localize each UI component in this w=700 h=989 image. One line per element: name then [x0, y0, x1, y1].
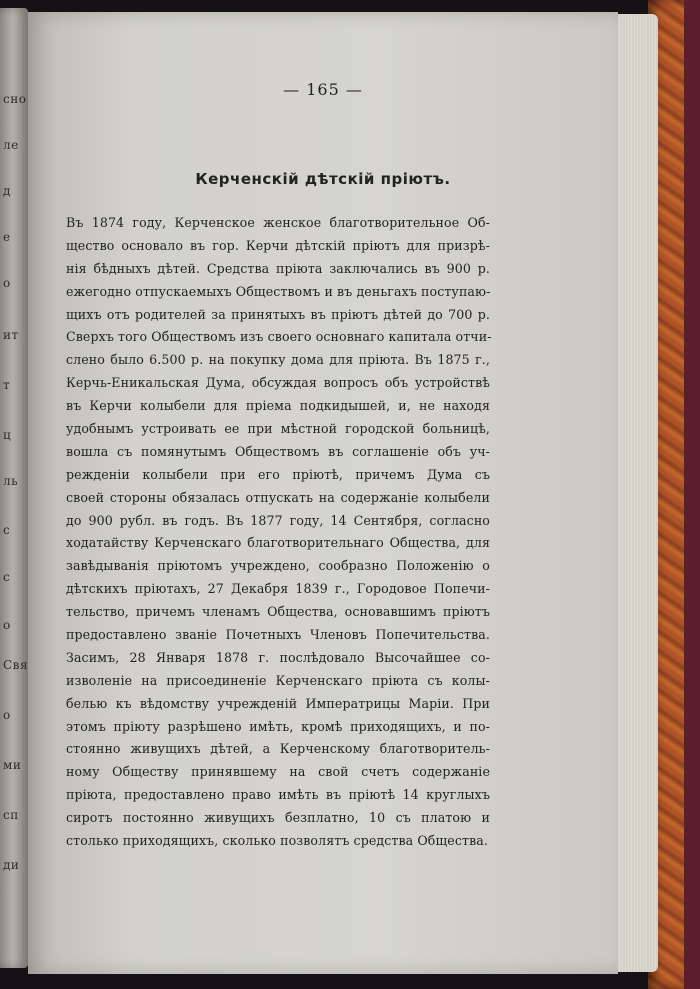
- text-line: нія бѣдныхъ дѣтей. Средства пріюта заключались въ 900 р.: [66, 260, 490, 276]
- text-line: въ Керчи колыбели для пріема подкидышей, и, не находя: [66, 398, 490, 414]
- previous-page-fragment: е: [3, 230, 11, 244]
- book-cover-edge: [684, 0, 700, 989]
- text-line: щихъ отъ родителей за принятыхъ въ пріютъ дѣтей до 700 р.: [66, 306, 490, 322]
- previous-page-fragment: о: [3, 276, 11, 290]
- previous-page-fragment: о: [3, 618, 11, 632]
- previous-page-fragment: сп: [3, 808, 19, 822]
- text-line: пріюта, предоставлено право имѣть въ пріютѣ 14 круглыхъ: [66, 787, 490, 803]
- page-edges: [612, 14, 658, 972]
- text-line: до 900 рубл. въ годъ. Въ 1877 году, 14 Сентября, согласно: [66, 512, 490, 528]
- previous-page-fragment: д: [3, 184, 11, 198]
- text-line: своей стороны обязалась отпускать на содержаніе колыбели: [66, 489, 490, 505]
- text-line: столько приходящихъ, сколько позволятъ средства Общества.: [66, 833, 488, 849]
- text-line: Керчь-Еникальская Дума, обсуждая вопросъ объ устройствѣ: [66, 375, 490, 391]
- previous-page-fragment: с: [3, 570, 11, 584]
- text-line: стоянно живущихъ дѣтей, а Керченскому благотворитель-: [66, 741, 490, 757]
- previous-page-fragment: т: [3, 378, 11, 392]
- text-line: ходатайству Керченскаго благотворительнаго Общества, для: [66, 535, 490, 551]
- previous-page-fragment: ми: [3, 758, 22, 772]
- text-line: тельство, причемъ членамъ Общества, основавшимъ пріютъ: [66, 604, 490, 620]
- text-line: удобнымъ устроивать ее при мѣстной городской больницѣ,: [66, 421, 490, 437]
- previous-page-fragment: ль: [3, 474, 19, 488]
- text-line: Въ 1874 году, Керченское женское благотворительное Об-: [66, 215, 490, 230]
- text-line: слено было 6.500 р. на покупку дома для пріюта. Въ 1875 г.,: [66, 352, 490, 368]
- text-line: изволеніе на присоединеніе Керченскаго пріюта съ колы-: [66, 672, 490, 688]
- book-page: [28, 12, 618, 974]
- text-line: белью къ вѣдомству учрежденій Императрицы Маріи. При: [66, 695, 490, 711]
- text-line: щество основало въ гор. Керчи дѣтскій пріютъ для призрѣ-: [66, 237, 490, 253]
- previous-page-fragment: ит: [3, 328, 19, 342]
- previous-page-fragment: ц: [3, 428, 12, 442]
- text-line: режденіи колыбели при его пріютѣ, причемъ Дума съ: [66, 466, 490, 482]
- section-heading: Керченскій дѣтскій пріютъ.: [195, 170, 451, 188]
- text-line: сиротъ постоянно живущихъ безплатно, 10 съ платою и: [66, 810, 490, 826]
- text-line: предоставлено званіе Почетныхъ Членовъ Попечительства.: [66, 627, 490, 643]
- text-line: дѣтскихъ пріютахъ, 27 Декабря 1839 г., Городовое Попечи-: [66, 581, 490, 597]
- text-line: Сверхъ того Обществомъ изъ своего основнаго капитала отчи-: [66, 329, 492, 345]
- text-line: ежегодно отпускаемыхъ Обществомъ и въ деньгахъ поступаю-: [66, 283, 491, 299]
- body-text: [66, 212, 490, 853]
- text-line: этомъ пріюту разрѣшено имѣть, кромѣ приходящихъ, и по-: [66, 718, 490, 734]
- text-line: завѣдыванія пріютомъ учреждено, сообразно Положенію о: [66, 558, 490, 574]
- previous-page-fragment: Свя: [3, 658, 28, 672]
- previous-page-fragment: ле: [3, 138, 19, 152]
- previous-page-fragment: о: [3, 708, 11, 722]
- text-line: ному Обществу принявшему на свой счетъ содержаніе: [66, 764, 490, 780]
- previous-page-fragment: ди: [3, 858, 20, 872]
- previous-page-edge: [0, 8, 28, 968]
- previous-page-fragment: сно: [3, 92, 27, 106]
- text-line: Засимъ, 28 Января 1878 г. послѣдовало Высочайшее со-: [66, 649, 490, 665]
- previous-page-fragment: с: [3, 523, 11, 537]
- text-line: вошла съ помянутымъ Обществомъ въ соглашеніе объ уч-: [66, 443, 490, 459]
- page-number: — 165 —: [283, 80, 363, 99]
